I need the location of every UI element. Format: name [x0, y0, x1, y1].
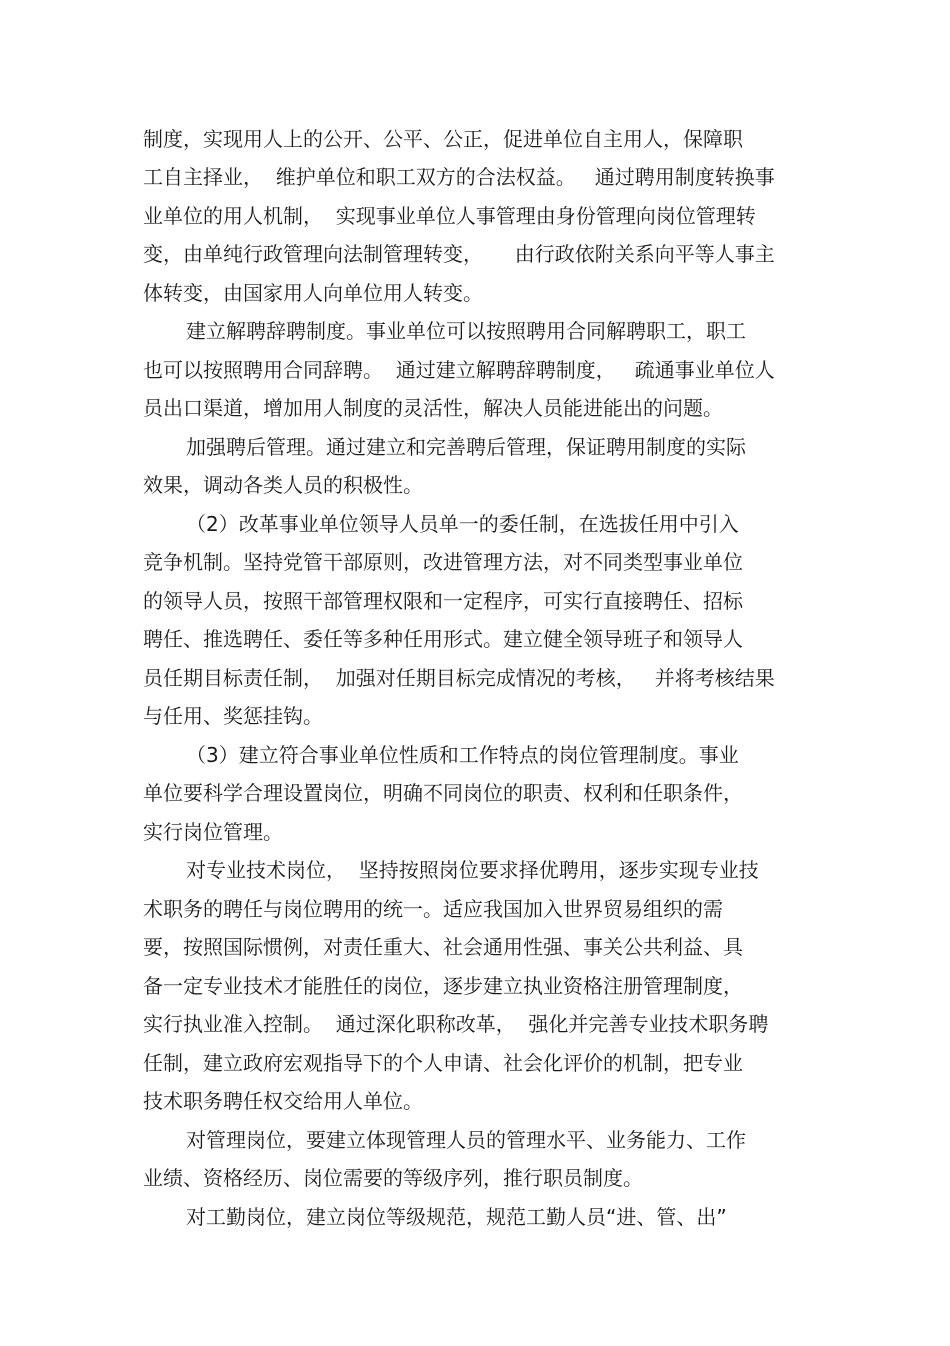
text-line: 员出口渠道，增加用人制度的灵活性，解决人员能进能出的问题。: [143, 396, 723, 420]
text-line: 单位要科学合理设置岗位，明确不同岗位的职责、权利和任职条件，: [143, 781, 743, 805]
text-line: 技术职务聘任权交给用人单位。: [143, 1089, 423, 1113]
text-line: 要，按照国际惯例，对责任重大、社会通用性强、事关公共利益、具: [143, 935, 743, 959]
text-line: 效果，调动各类人员的积极性。: [143, 473, 423, 497]
text-line: 聘任、推选聘任、委任等多种任用形式。建立健全领导班子和领导人: [143, 627, 743, 651]
paragraph-first-line: 对专业技术岗位， 坚持按照岗位要求择优聘用，逐步实现专业技: [186, 858, 759, 882]
text-line: 业绩、资格经历、岗位需要的等级序列，推行职员制度。: [143, 1166, 643, 1190]
text-line: 术职务的聘任与岗位聘用的统一。适应我国加入世界贸易组织的需: [143, 897, 723, 921]
text-line: 制度，实现用人上的公开、公平、公正，促进单位自主用人，保障职: [143, 127, 743, 151]
text-line: 业单位的用人机制， 实现事业单位人事管理由身份管理向岗位管理转: [143, 204, 756, 228]
text-line: 变，由单纯行政管理向法制管理转变， 由行政依附关系向平等人事主: [143, 242, 775, 266]
text-line: 与任用、奖惩挂钩。: [143, 704, 323, 728]
text-line: 任制，建立政府宏观指导下的个人申请、社会化评价的机制，把专业: [143, 1051, 743, 1075]
text-line: 也可以按照聘用合同辞聘。 通过建立解聘辞聘制度， 疏通事业单位人: [143, 358, 775, 382]
text-line: 的领导人员，按照干部管理权限和一定程序，可实行直接聘任、招标: [143, 589, 743, 613]
paragraph-first-line: 对工勤岗位，建立岗位等级规范，规范工勤人员“进、管、出”: [186, 1205, 727, 1229]
paragraph-first-line: （2）改革事业单位领导人员单一的委任制，在选拔任用中引入: [186, 512, 739, 536]
paragraph-first-line: 加强聘后管理。通过建立和完善聘后管理，保证聘用制度的实际: [186, 435, 746, 459]
text-line: 竞争机制。坚持党管干部原则，改进管理方法，对不同类型事业单位: [143, 550, 743, 574]
paragraph-first-line: 对管理岗位，要建立体现管理人员的管理水平、业务能力、工作: [186, 1128, 746, 1152]
text-line: 体转变，由国家用人向单位用人转变。: [143, 281, 483, 305]
paragraph-first-line: （3）建立符合事业单位性质和工作特点的岗位管理制度。事业: [186, 743, 739, 767]
text-line: 实行执业准入控制。 通过深化职称改革， 强化并完善专业技术职务聘: [143, 1012, 769, 1036]
text-line: 工自主择业， 维护单位和职工双方的合法权益。 通过聘用制度转换事: [143, 165, 775, 189]
text-line: 实行岗位管理。: [143, 820, 283, 844]
paragraph-first-line: 建立解聘辞聘制度。事业单位可以按照聘用合同解聘职工，职工: [186, 319, 746, 343]
text-line: 备一定专业技术才能胜任的岗位，逐步建立执业资格注册管理制度，: [143, 974, 743, 998]
text-line: 员任期目标责任制， 加强对任期目标完成情况的考核， 并将考核结果: [143, 666, 775, 690]
